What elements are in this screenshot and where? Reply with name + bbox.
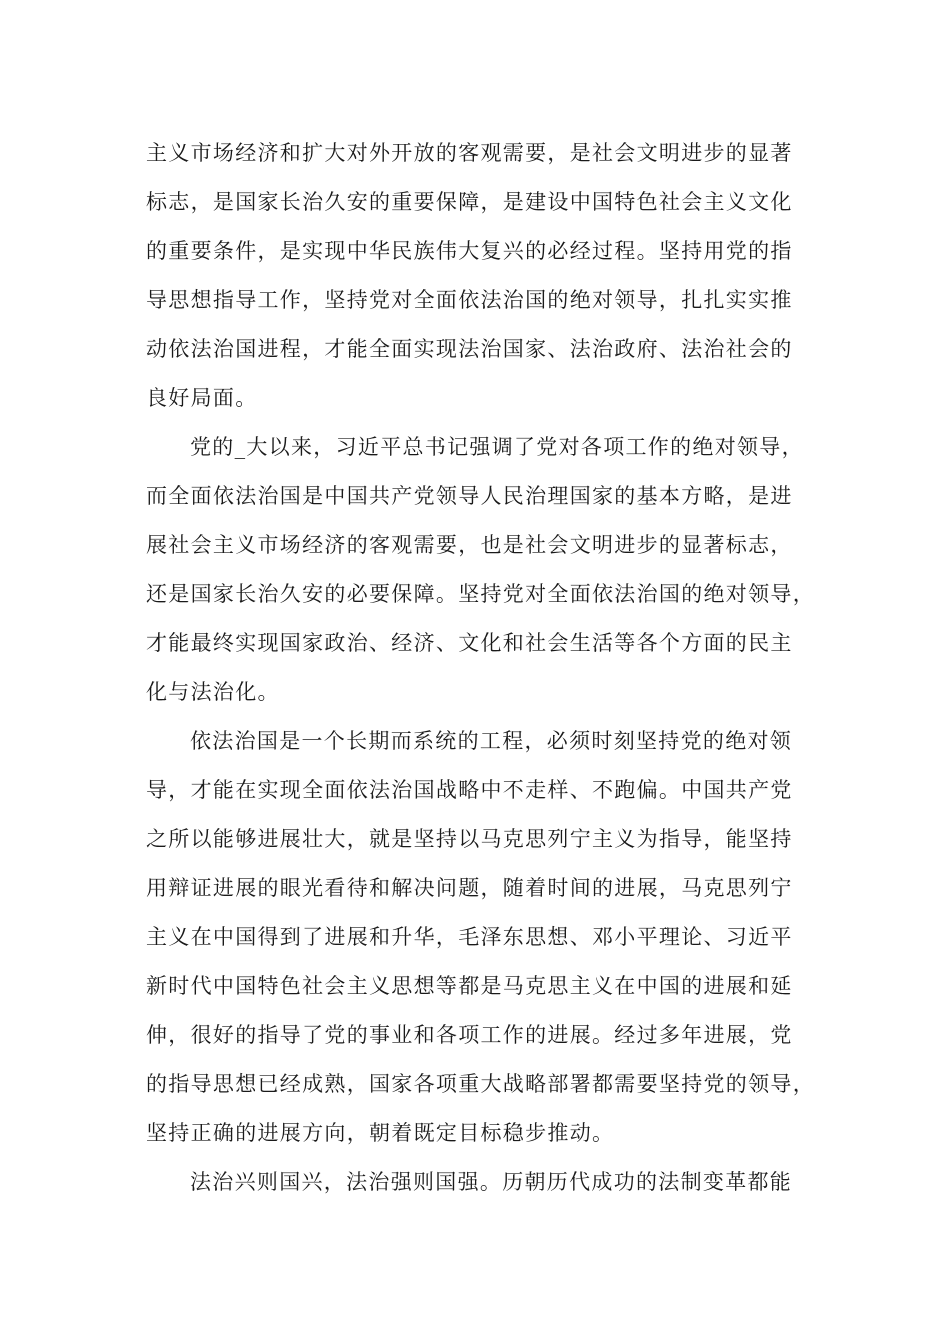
text-line: 之所以能够进展壮大，就是坚持以马克思列宁主义为指导，能坚持 (146, 827, 793, 851)
text-line: 展社会主义市场经济的客观需要，也是社会文明进步的显著标志， (146, 533, 793, 557)
paragraph-1 (146, 129, 826, 423)
text-line: 的重要条件，是实现中华民族伟大复兴的必经过程。坚持用党的指 (146, 239, 793, 263)
text-line: 导思想指导工作，坚持党对全面依法治国的绝对领导，扎扎实实推 (146, 288, 793, 312)
text-line: 伸，很好的指导了党的事业和各项工作的进展。经过多年进展，党 (146, 1023, 793, 1047)
text-line: 导，才能在实现全面依法治国战略中不走样、不跑偏。中国共产党 (146, 778, 793, 802)
text-line: 而全面依法治国是中国共产党领导人民治理国家的基本方略，是进 (146, 484, 793, 508)
paragraph-3 (146, 717, 826, 1158)
text-line: 依法治国是一个长期而系统的工程，必须时刻坚持党的绝对领 (190, 729, 793, 753)
paragraph-2 (146, 423, 826, 717)
text-line: 还是国家长治久安的必要保障。坚持党对全面依法治国的绝对领导， (146, 582, 815, 606)
text-line: 主义市场经济和扩大对外开放的客观需要，是社会文明进步的显著 (146, 141, 793, 165)
paragraph-4 (146, 1158, 826, 1207)
text-line: 法治兴则国兴，法治强则国强。历朝历代成功的法制变革都能 (190, 1170, 793, 1194)
text-line: 标志，是国家长治久安的重要保障，是建设中国特色社会主义文化 (146, 190, 793, 214)
text-line: 良好局面。 (146, 386, 258, 410)
document-body (146, 129, 826, 1207)
text-line: 新时代中国特色社会主义思想等都是马克思主义在中国的进展和延 (146, 974, 793, 998)
text-line: 坚持正确的进展方向，朝着既定目标稳步推动。 (146, 1121, 615, 1145)
text-line: 才能最终实现国家政治、经济、文化和社会生活等各个方面的民主 (146, 631, 793, 655)
text-line: 主义在中国得到了进展和升华，毛泽东思想、邓小平理论、习近平 (146, 925, 793, 949)
text-line: 化与法治化。 (146, 680, 280, 704)
text-line: 的指导思想已经成熟，国家各项重大战略部署都需要坚持党的领导， (146, 1072, 815, 1096)
text-line: 党的_大以来，习近平总书记强调了党对各项工作的绝对领导， (190, 435, 804, 459)
text-line: 用辩证进展的眼光看待和解决问题，随着时间的进展，马克思列宁 (146, 876, 793, 900)
text-line: 动依法治国进程，才能全面实现法治国家、法治政府、法治社会的 (146, 337, 793, 361)
